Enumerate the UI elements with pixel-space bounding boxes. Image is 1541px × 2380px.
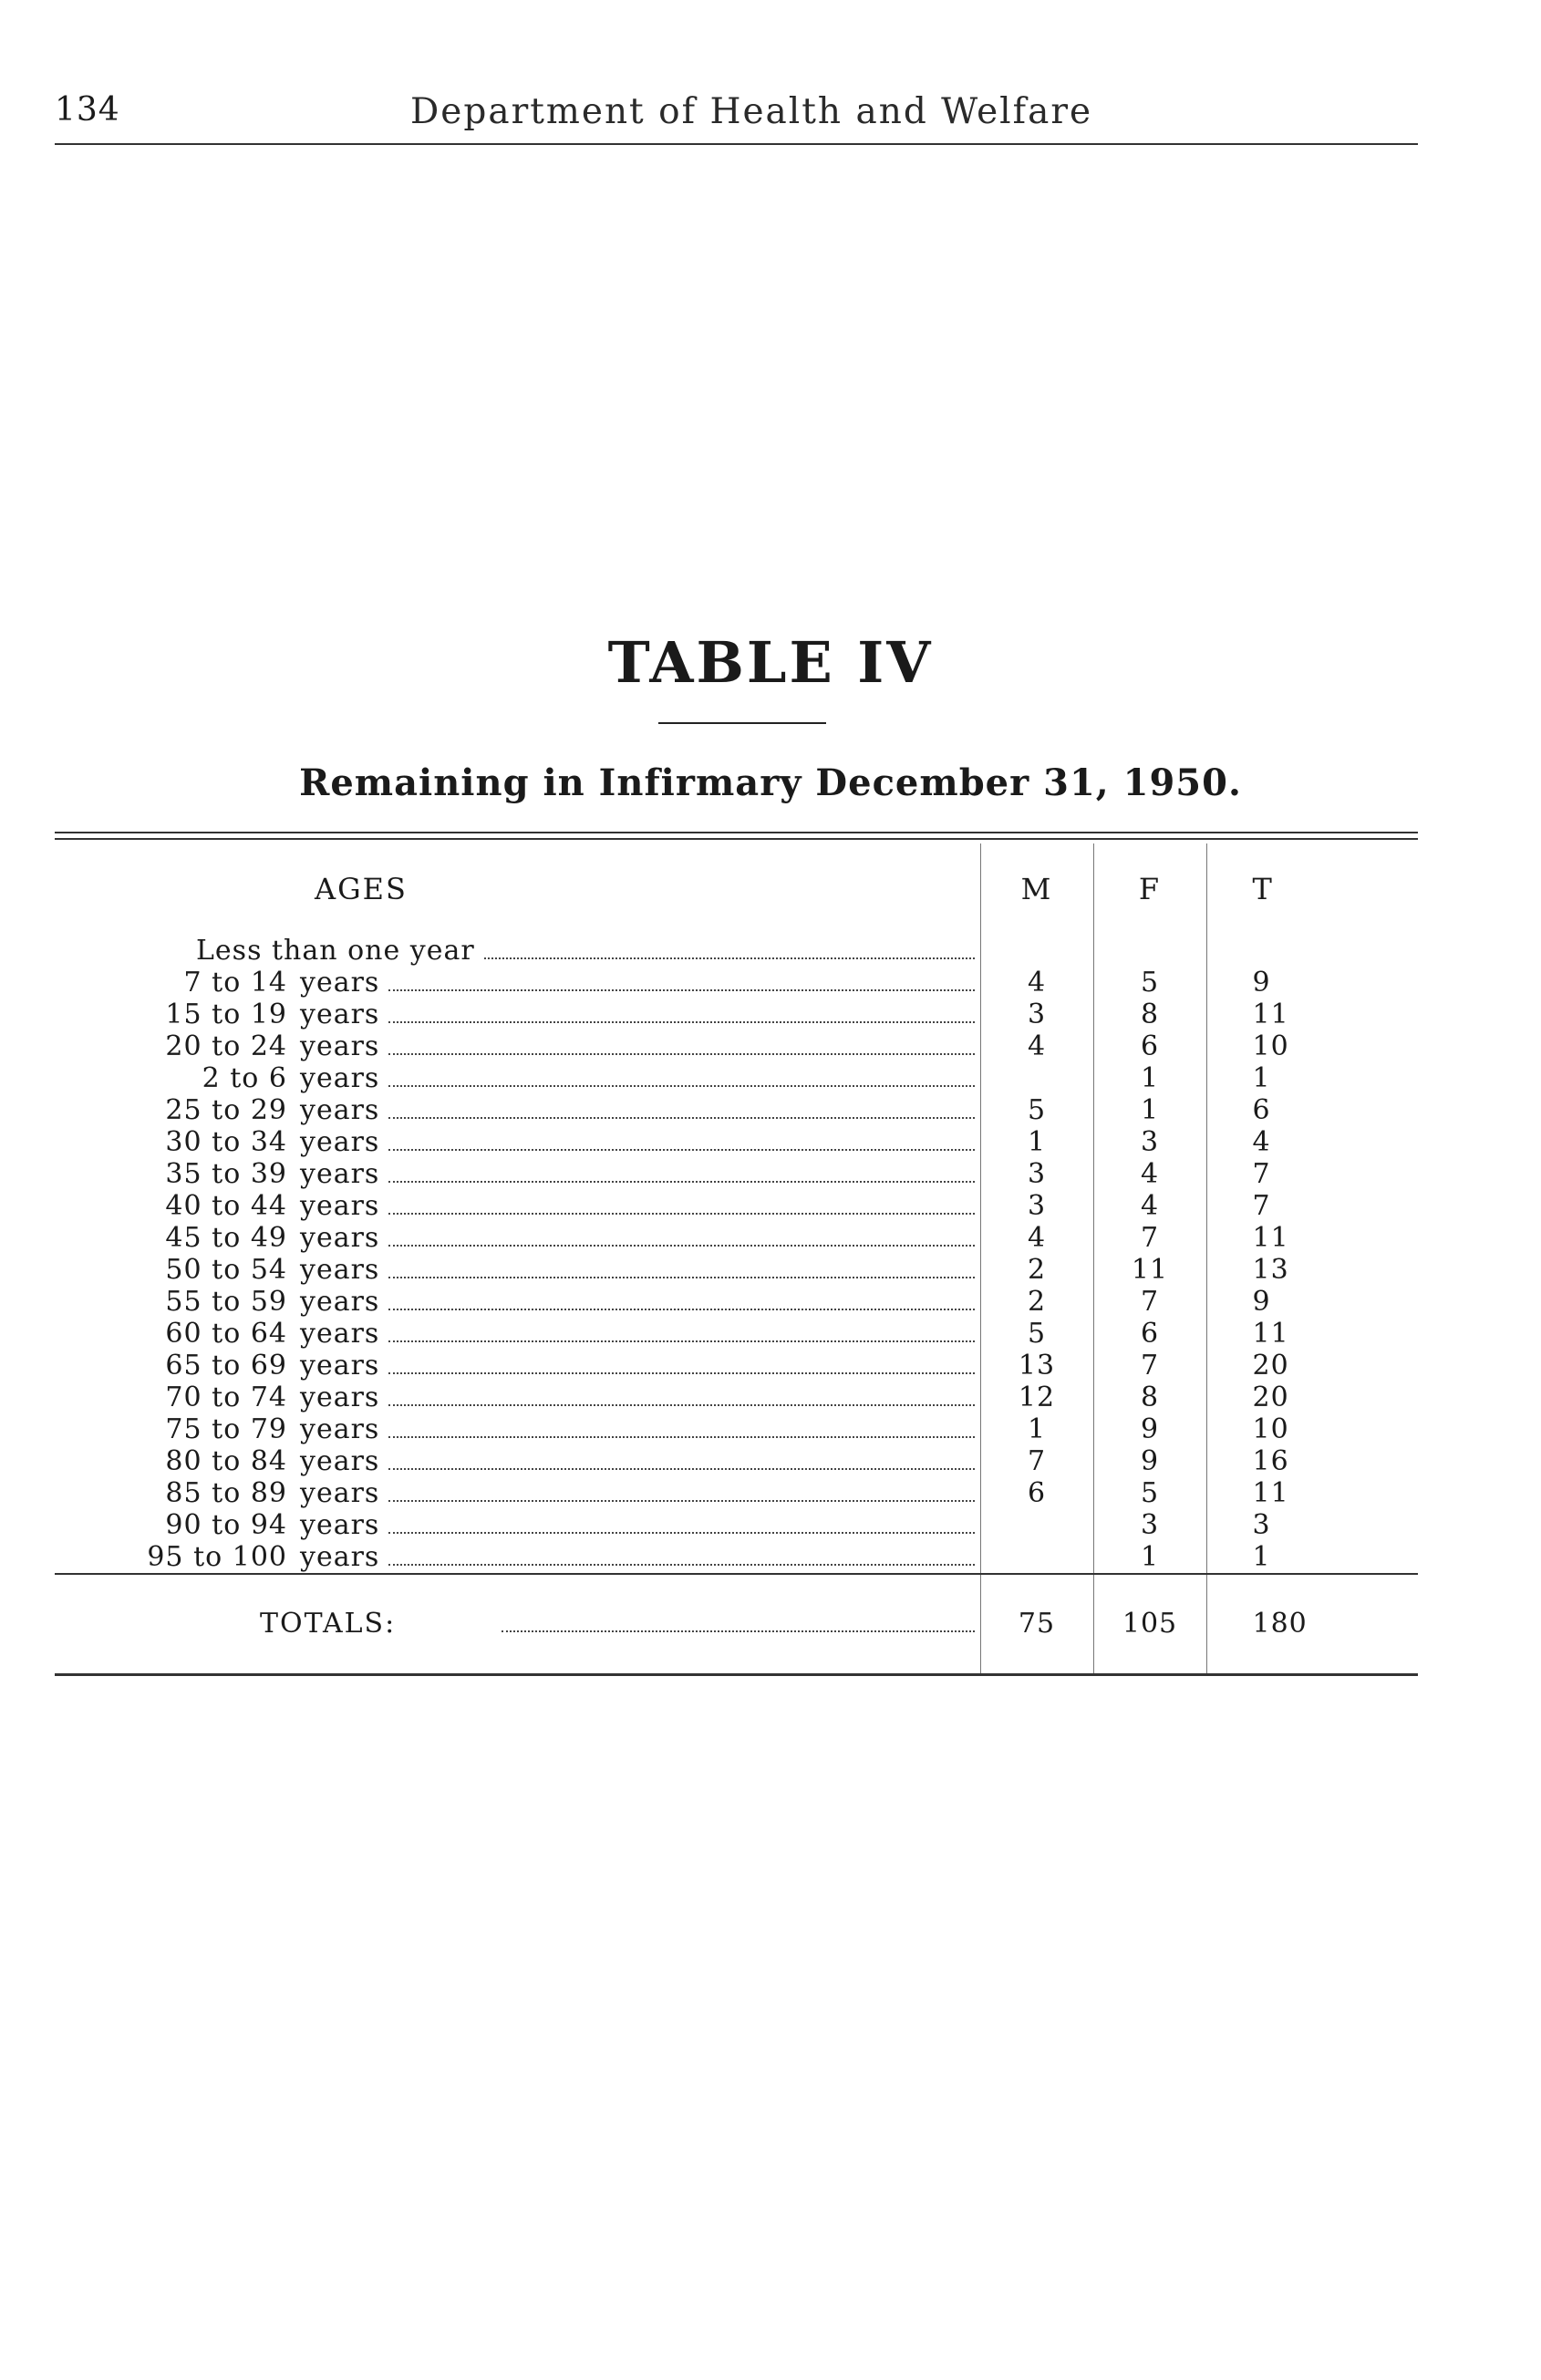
title-rule (658, 722, 826, 724)
dot-leader (388, 1084, 974, 1087)
age-to: 49 (250, 1222, 287, 1254)
cell-t: 7 (1206, 1158, 1418, 1190)
unit-word: years (300, 1126, 380, 1158)
age-to: 39 (250, 1158, 287, 1190)
age-from: 20 (165, 1030, 202, 1062)
age-to: 59 (250, 1286, 287, 1318)
age-to: 69 (250, 1350, 287, 1381)
to-word: to (212, 1190, 242, 1222)
column-header-t: T (1206, 843, 1418, 935)
dot-leader (502, 1630, 975, 1632)
cell-f: 7 (1093, 1286, 1206, 1318)
unit-word: years (300, 1477, 380, 1509)
cell-t: 1 (1206, 1541, 1418, 1574)
age-to: 89 (250, 1477, 287, 1509)
row-age-range (55, 1381, 287, 1413)
row-age-range (55, 1158, 287, 1190)
cell-f: 9 (1093, 1445, 1206, 1477)
age-from: 35 (165, 1158, 202, 1190)
age-to: 64 (250, 1318, 287, 1350)
page-header (55, 91, 1418, 137)
row-age-range (55, 1541, 287, 1573)
cell-f (1093, 935, 1206, 967)
age-to: 74 (250, 1381, 287, 1413)
age-from: 95 (147, 1541, 184, 1573)
age-from: 50 (165, 1254, 202, 1286)
table-row (55, 1222, 1418, 1254)
dot-leader (388, 1116, 974, 1119)
age-from: 55 (165, 1286, 202, 1318)
age-to: 54 (250, 1254, 287, 1286)
running-head: Department of Health and Welfare (410, 91, 1093, 132)
totals-row (55, 1574, 1418, 1674)
cell-t: 10 (1206, 1413, 1418, 1445)
table-row (55, 1254, 1418, 1286)
to-word: to (212, 1445, 242, 1477)
cell-t: 9 (1206, 1286, 1418, 1318)
table-top-rule (55, 832, 1418, 840)
age-from: 40 (165, 1190, 202, 1222)
table-row (55, 1381, 1418, 1413)
cell-t: 11 (1206, 1318, 1418, 1350)
dot-leader (388, 1212, 974, 1215)
unit-word: years (300, 1509, 380, 1541)
unit-word: years (300, 1158, 380, 1190)
age-from: 70 (165, 1381, 202, 1413)
cell-m: 13 (980, 1350, 1093, 1381)
dot-leader (388, 1180, 974, 1183)
row-age-range (55, 1254, 287, 1286)
cell-t: 20 (1206, 1350, 1418, 1381)
cell-t: 20 (1206, 1381, 1418, 1413)
row-age-range (55, 1509, 287, 1541)
cell-m: 2 (980, 1254, 1093, 1286)
unit-word: years (300, 1413, 380, 1445)
cell-f: 5 (1093, 967, 1206, 999)
to-word: to (212, 1318, 242, 1350)
unit-word: years (300, 1381, 380, 1413)
totals-label: TOTALS: (260, 1608, 397, 1640)
table-row (55, 1158, 1418, 1190)
cell-m (980, 1541, 1093, 1574)
row-age-range (55, 1350, 287, 1381)
to-word: to (212, 967, 242, 999)
page-number: 134 (55, 91, 120, 129)
age-to: 24 (250, 1030, 287, 1062)
dot-leader (388, 1403, 974, 1406)
dot-leader (388, 1340, 974, 1342)
to-word: to (212, 1509, 242, 1541)
age-from: 25 (165, 1094, 202, 1126)
cell-m (980, 1062, 1093, 1094)
cell-f: 7 (1093, 1350, 1206, 1381)
age-from: 2 (202, 1062, 221, 1094)
unit-word: years (300, 1030, 380, 1062)
cell-f: 4 (1093, 1190, 1206, 1222)
cell-t: 11 (1206, 1222, 1418, 1254)
age-to: 6 (268, 1062, 287, 1094)
column-header-f: F (1093, 843, 1206, 935)
unit-word: years (300, 1062, 380, 1094)
cell-f: 9 (1093, 1413, 1206, 1445)
age-to: 14 (250, 967, 287, 999)
age-to: 84 (250, 1445, 287, 1477)
cell-f: 8 (1093, 1381, 1206, 1413)
table-header-row (55, 843, 1418, 935)
table-row (55, 1286, 1418, 1318)
cell-t: 1 (1206, 1062, 1418, 1094)
cell-f: 6 (1093, 1030, 1206, 1062)
to-word: to (212, 1094, 242, 1126)
row-age-range (55, 1222, 287, 1254)
row-age-range (55, 1030, 287, 1062)
unit-word: years (300, 1350, 380, 1381)
row-age-range (55, 1062, 287, 1094)
unit-word: years (300, 1222, 380, 1254)
row-age-range (55, 1445, 287, 1477)
cell-f: 11 (1093, 1254, 1206, 1286)
cell-f: 7 (1093, 1222, 1206, 1254)
dot-leader (388, 988, 974, 991)
column-header-m: M (980, 843, 1093, 935)
header-rule (55, 143, 1418, 145)
table-row (55, 1030, 1418, 1062)
cell-t: 9 (1206, 967, 1418, 999)
age-to: 44 (250, 1190, 287, 1222)
to-word: to (230, 1062, 260, 1094)
age-to: 100 (232, 1541, 287, 1573)
unit-word: years (300, 967, 380, 999)
unit-word: years (300, 1541, 380, 1573)
age-from: 45 (165, 1222, 202, 1254)
cell-f: 4 (1093, 1158, 1206, 1190)
cell-f: 3 (1093, 1509, 1206, 1541)
cell-t: 4 (1206, 1126, 1418, 1158)
age-from: 30 (165, 1126, 202, 1158)
dot-leader (388, 1276, 974, 1278)
table-body (55, 935, 1418, 1574)
age-to: 34 (250, 1126, 287, 1158)
cell-m: 4 (980, 967, 1093, 999)
cell-m: 12 (980, 1381, 1093, 1413)
total-m: 75 (980, 1574, 1093, 1674)
table-row (55, 1190, 1418, 1222)
cell-m: 5 (980, 1318, 1093, 1350)
dot-leader (388, 1499, 974, 1502)
cell-m: 5 (980, 1094, 1093, 1126)
cell-t: 11 (1206, 999, 1418, 1030)
cell-m: 3 (980, 1158, 1093, 1190)
row-age-range (55, 967, 287, 999)
dot-leader (388, 1244, 974, 1247)
age-from: 75 (165, 1413, 202, 1445)
to-word: to (212, 1030, 242, 1062)
age-from: 65 (165, 1350, 202, 1381)
table-row (55, 1318, 1418, 1350)
table-row (55, 1350, 1418, 1381)
cell-m: 4 (980, 1222, 1093, 1254)
to-word: to (212, 1381, 242, 1413)
cell-t: 6 (1206, 1094, 1418, 1126)
table-row (55, 1445, 1418, 1477)
age-from: 7 (183, 967, 202, 999)
row-age-range (55, 1477, 287, 1509)
unit-word: years (300, 1286, 380, 1318)
age-from: 85 (165, 1477, 202, 1509)
row-age-range (55, 1286, 287, 1318)
total-t: 180 (1206, 1574, 1418, 1674)
row-label: Less than one year (196, 935, 475, 967)
cell-f: 1 (1093, 1062, 1206, 1094)
dot-leader (388, 1308, 974, 1310)
dot-leader (388, 1435, 974, 1438)
age-from: 90 (165, 1509, 202, 1541)
cell-t: 11 (1206, 1477, 1418, 1509)
age-to: 29 (250, 1094, 287, 1126)
total-f: 105 (1093, 1574, 1206, 1674)
dot-leader (388, 1531, 974, 1534)
to-word: to (212, 999, 242, 1030)
row-age-range (55, 1126, 287, 1158)
cell-f: 3 (1093, 1126, 1206, 1158)
age-from: 60 (165, 1318, 202, 1350)
unit-word: years (300, 1318, 380, 1350)
unit-word: years (300, 1094, 380, 1126)
cell-m: 3 (980, 999, 1093, 1030)
dot-leader (388, 1052, 974, 1055)
cell-f: 8 (1093, 999, 1206, 1030)
dot-leader (388, 1371, 974, 1374)
to-word: to (212, 1477, 242, 1509)
to-word: to (193, 1541, 223, 1573)
dot-leader (388, 1467, 974, 1470)
table-row (55, 935, 1418, 967)
cell-t: 13 (1206, 1254, 1418, 1286)
table-title: TABLE IV (607, 629, 934, 696)
cell-m: 3 (980, 1190, 1093, 1222)
unit-word: years (300, 1445, 380, 1477)
row-age-range (55, 1094, 287, 1126)
cell-m: 1 (980, 1413, 1093, 1445)
age-to: 79 (250, 1413, 287, 1445)
dot-leader (388, 1020, 974, 1023)
age-from: 80 (165, 1445, 202, 1477)
table-row (55, 1413, 1418, 1445)
dot-leader (388, 1563, 974, 1566)
cell-f: 1 (1093, 1094, 1206, 1126)
cell-m (980, 1509, 1093, 1541)
cell-m: 2 (980, 1286, 1093, 1318)
to-word: to (212, 1350, 242, 1381)
table-row (55, 1477, 1418, 1509)
cell-m: 4 (980, 1030, 1093, 1062)
to-word: to (212, 1126, 242, 1158)
to-word: to (212, 1158, 242, 1190)
column-header-ages: AGES (315, 872, 408, 906)
cell-m (980, 935, 1093, 967)
to-word: to (212, 1254, 242, 1286)
cell-f: 6 (1093, 1318, 1206, 1350)
ages-table (55, 843, 1418, 1676)
table-row (55, 967, 1418, 999)
table-row (55, 1062, 1418, 1094)
row-age-range (55, 1413, 287, 1445)
to-word: to (212, 1413, 242, 1445)
unit-word: years (300, 1190, 380, 1222)
dot-leader (388, 1148, 974, 1151)
table-row (55, 1541, 1418, 1574)
to-word: to (212, 1222, 242, 1254)
to-word: to (212, 1286, 242, 1318)
age-to: 19 (250, 999, 287, 1030)
dot-leader (484, 957, 975, 959)
table-row (55, 1126, 1418, 1158)
cell-t (1206, 935, 1418, 967)
cell-f: 5 (1093, 1477, 1206, 1509)
unit-word: years (300, 1254, 380, 1286)
row-age-range (55, 1190, 287, 1222)
cell-t: 3 (1206, 1509, 1418, 1541)
table-subtitle: Remaining in Infirmary December 31, 1950. (299, 761, 1242, 804)
cell-m: 7 (980, 1445, 1093, 1477)
cell-f: 1 (1093, 1541, 1206, 1574)
row-age-range (55, 999, 287, 1030)
row-age-range (55, 1318, 287, 1350)
cell-m: 6 (980, 1477, 1093, 1509)
cell-t: 7 (1206, 1190, 1418, 1222)
age-to: 94 (250, 1509, 287, 1541)
cell-t: 10 (1206, 1030, 1418, 1062)
table-row (55, 1094, 1418, 1126)
age-from: 15 (165, 999, 202, 1030)
table-row (55, 1509, 1418, 1541)
table-row (55, 999, 1418, 1030)
unit-word: years (300, 999, 380, 1030)
cell-m: 1 (980, 1126, 1093, 1158)
cell-t: 16 (1206, 1445, 1418, 1477)
